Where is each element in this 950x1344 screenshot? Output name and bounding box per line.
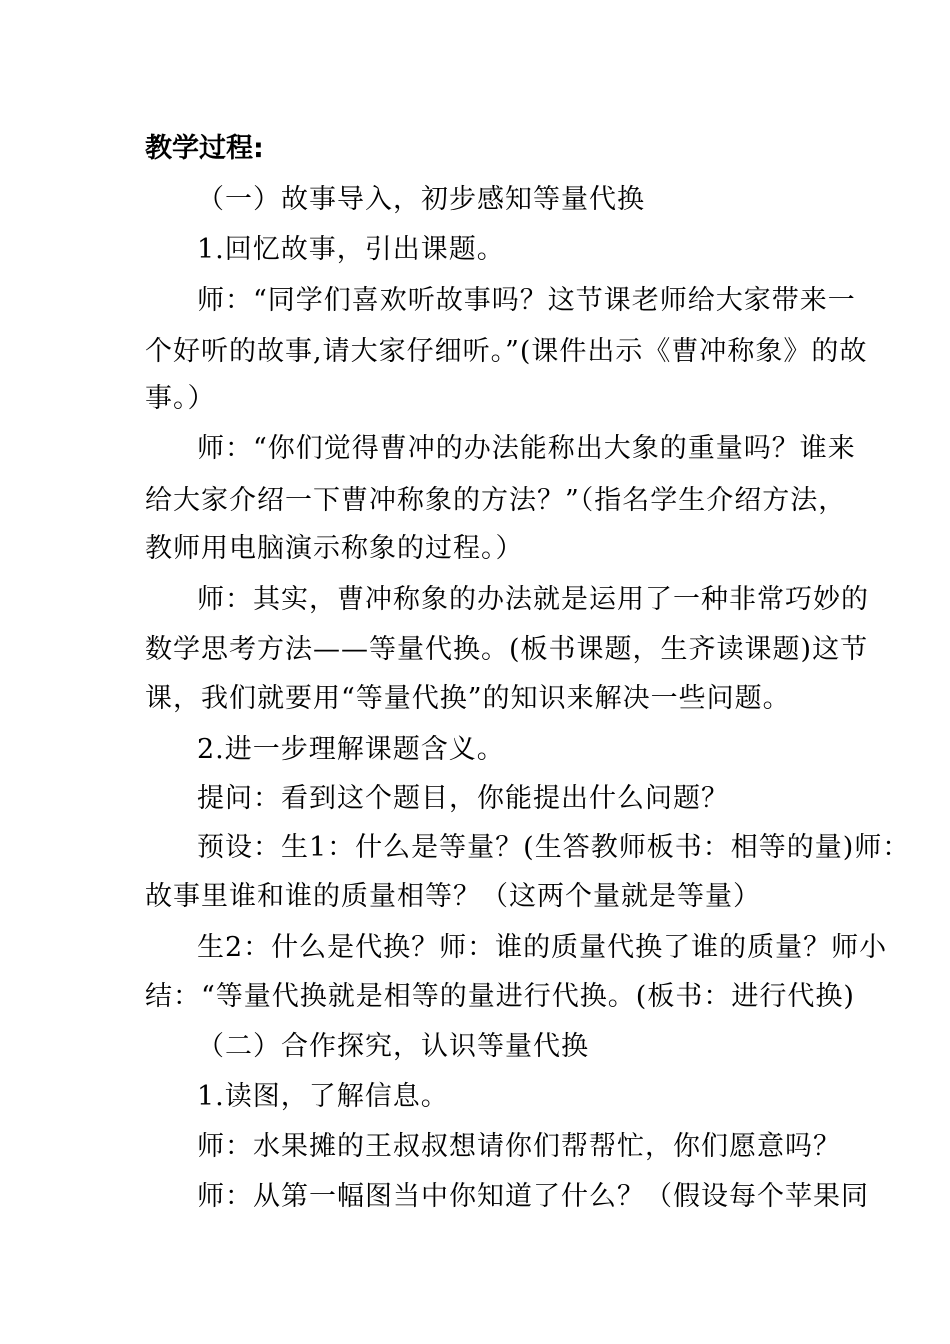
section-title: 教学过程: (145, 133, 264, 164)
paragraph-line: 2.进一步理解课题含义。 (197, 734, 505, 765)
paragraph-line: 提问：看到这个题目，你能提出什么问题？ (197, 783, 729, 814)
paragraph-line: 个好听的故事,请大家仔细听。”(课件出示《曹冲称象》的故 (145, 336, 868, 367)
paragraph-line: 教师用电脑演示称象的过程。） (145, 533, 524, 564)
paragraph-line: 给大家介绍一下曹冲称象的方法？”（指名学生介绍方法， (145, 485, 847, 516)
section-heading-1: （一）故事导入，初步感知等量代换 (197, 184, 645, 215)
section-heading-2: （二）合作探究，认识等量代换 (197, 1031, 589, 1062)
paragraph-line: 1.读图，了解信息。 (197, 1081, 449, 1112)
paragraph-line: 师：“同学们喜欢听故事吗？这节课老师给大家带来一 (197, 285, 856, 316)
paragraph-line: 师：“你们觉得曹冲的办法能称出大象的重量吗？谁来 (197, 433, 856, 464)
paragraph-line: 课，我们就要用“等量代换”的知识来解决一些问题。 (145, 683, 791, 714)
paragraph-line: 生2：什么是代换？师：谁的质量代换了谁的质量？师小 (197, 932, 888, 963)
paragraph-line: 事。） (145, 383, 216, 414)
paragraph-line: 预设：生1：什么是等量？(生答教师板书：相等的量)师： (197, 832, 911, 863)
paragraph-line: 1.回忆故事，引出课题。 (197, 234, 505, 265)
paragraph-line: 故事里谁和谁的质量相等？（这两个量就是等量） (145, 881, 761, 912)
paragraph-line: 师：其实，曹冲称象的办法就是运用了一种非常巧妙的 (197, 584, 869, 615)
paragraph-line: 师：从第一幅图当中你知道了什么？（假设每个苹果同 (197, 1181, 869, 1212)
paragraph-line: 师：水果摊的王叔叔想请你们帮帮忙，你们愿意吗？ (197, 1131, 841, 1162)
paragraph-line: 数学思考方法——等量代换。(板书课题，生齐读课题)这节 (145, 634, 869, 665)
paragraph-line: 结：“等量代换就是相等的量进行代换。(板书：进行代换) (145, 981, 855, 1012)
